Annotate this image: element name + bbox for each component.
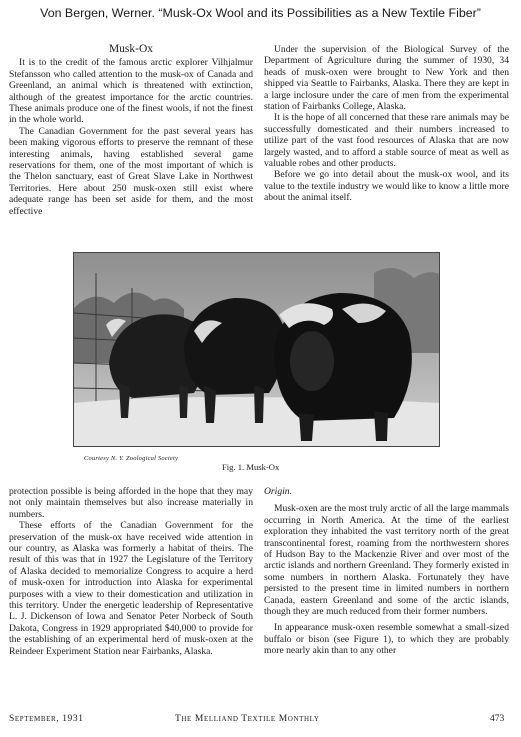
running-header: Von Bergen, Werner. “Musk-Ox Wool and its Possibilities as a New Textile Fiber”: [40, 6, 481, 20]
paragraph: It is the hope of all concerned that these rare animals may be successfully domesticated and their numbers increased to utilize part of the vast food resources of Alaska that are now largely wasted, and to afford a stable source of meat as well as valuable robes and other products.: [264, 112, 509, 170]
paragraph: In appearance musk-oxen resemble somewhat a small-sized buffalo or bison (see Figure 1), to which they are probably more nearly akin than to any other: [264, 622, 509, 657]
musk-ox-photograph: [73, 252, 440, 447]
footer-journal: The Melliand Textile Monthly: [175, 714, 320, 724]
column-2-bottom: [264, 486, 509, 657]
column-1-bottom: [9, 486, 253, 657]
paragraph: It is to the credit of the famous arctic explorer Vilhjalmur Stefansson who called attention to the musk-ox of Canada and Greenland, an animal which is threatened with extinction, although of the greatest importance for the arctic countries. These animals produce one of the finest wools, if not the finest in the whole world.: [9, 57, 253, 126]
photo-credit: Courtesy N. Y. Zoological Society: [84, 455, 179, 462]
page-number: 473: [490, 714, 505, 724]
footer-date: September, 1931: [9, 714, 84, 724]
figure-caption: Fig. 1. Musk-Ox: [222, 462, 280, 472]
origin-heading: Origin.: [264, 486, 292, 497]
column-1-top: [9, 44, 253, 217]
paragraph: Musk-oxen are the most truly arctic of all the large mammals occurring in North America. At the time of the earliest exploration they inhabited the vast territory north of the great transcontinental forest, roaming from the northwestern shores of Hudson Bay to the Mackenzie River and over most of the arctic islands and northern Greenland. They formerly existed in some numbers in northern Alaska. Fortunately they have persisted to the present time in limited numbers in northern Canada, eastern Greenland and some of the arctic islands, though they are much reduced from their former numbers.: [264, 503, 509, 618]
paragraph: The Canadian Government for the past several years has been making vigorous efforts to preserve the remnant of these interesting animals, having established several game reservations for them, one of the most important of which is the Thelon sanctuary, east of Great Slave Lake in Northwest Territories. Here about 250 musk-oxen still exist where adequate range has been set aside for them, and the most effective: [9, 125, 253, 217]
musk-ox-photo-illustration: [74, 253, 440, 447]
paragraph: Under the supervision of the Biological Survey of the Department of Agriculture during the summer of 1930, 34 heads of musk-oxen were brought to New York and then shipped via Seattle to Fairbanks, Alaska. There they are kept in a large inclosure under the care of men from the experimental station of Fairbanks College, Alaska.: [264, 44, 509, 113]
column-2-top: [264, 44, 509, 204]
paragraph: protection possible is being afforded in the hope that they may not only maintain themselves but also increase materially in numbers.: [9, 486, 253, 520]
paragraph: Before we go into detail about the musk-ox wool, and its value to the textile industry we would like to know a little more about the animal itself.: [264, 169, 509, 204]
section-heading: Musk-Ox: [108, 43, 154, 55]
paragraph: These efforts of the Canadian Government for the preservation of the musk-ox have received wide attention in our country, as Alaska was formerly a habitat of theirs. The result of this was that in 1927 the Legislature of the Territory of Alaska decided to memorialize Congress to acquire a herd of musk-oxen for introduction into Alaska for experimental purposes with a view to their domestication and utilization in this territory. Under the energetic leadership of Representative L. J. Dickenson of Iowa and Senator Peter Norbeck of South Dakota, Congress in 1929 appropriated $40,000 to provide for the establishing of an experimental herd of musk-oxen at the Reindeer Experiment Station near Fairbanks, Alaska.: [9, 520, 253, 657]
